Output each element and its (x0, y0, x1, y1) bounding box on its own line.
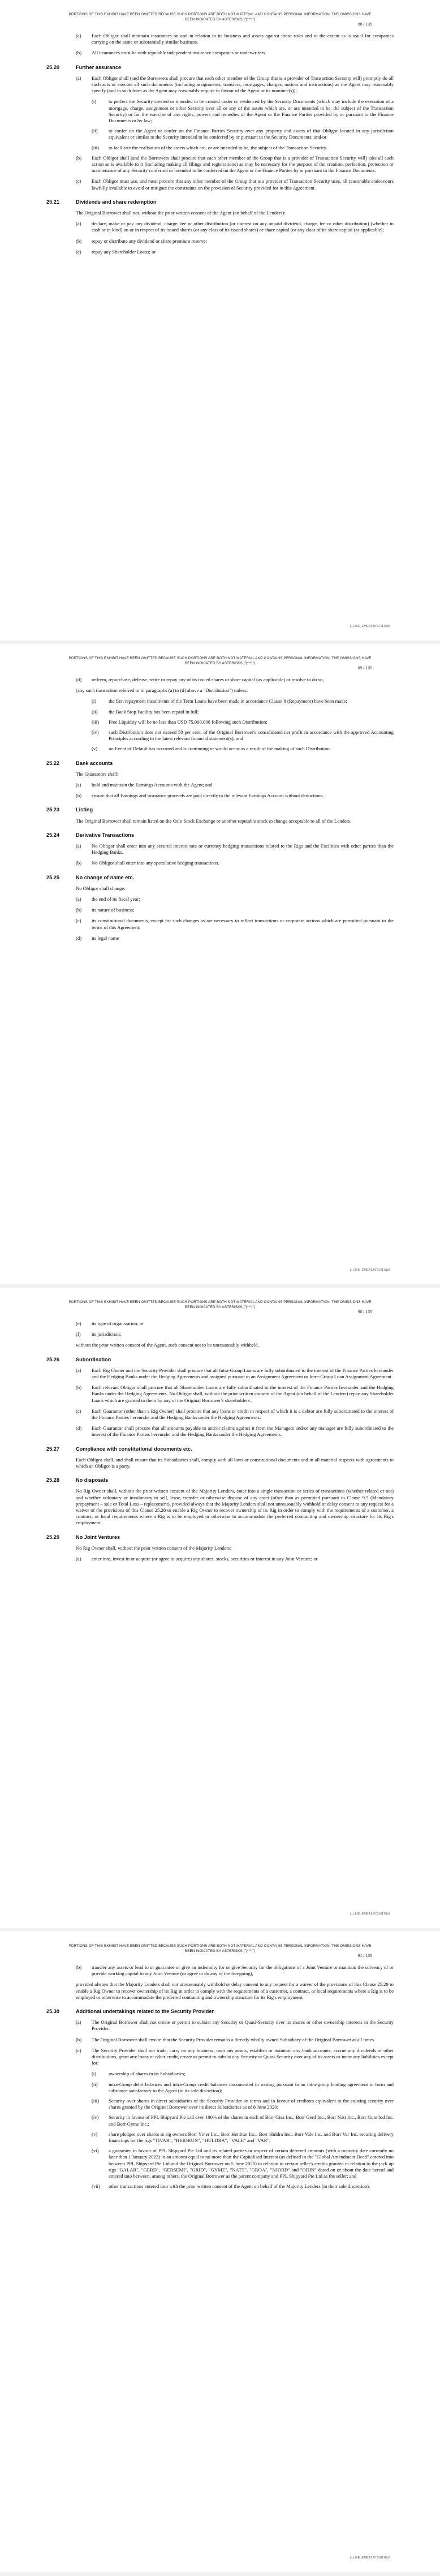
clause-marker: (e) (76, 1321, 81, 1326)
sub-clause-text: such Distribution does not exceed 50 per cent. of the Original Borrower's consolidated net profit in accordance with the approved Accounting Principles according to the latest relevant financial statement(s); and (109, 729, 394, 742)
document-page (0, 1932, 440, 2572)
clause-text: All insurances must be with reputable independent insurance companies or underwriters. (92, 50, 266, 56)
clause (76, 1425, 394, 1438)
clause-text: Each relevant Obligor shall procure that all Shareholder Loans are fully subordinated to the interest of the Finance Parties hereunder and the Hedging Banks under the Hedging Agreements. No Obligor shall, without the prior written consent of the Agent (on behalf of the Lenders) repay any Shareholder Loans which are granted to them by any of the Original Borrower's shareholders. (92, 1384, 394, 1403)
clause-text: its nature of business; (92, 907, 135, 913)
section-heading (46, 832, 394, 838)
clause-text: The Original Borrower shall ensure that the Security Provider remains a directly wholly owned Subsidiary of the Original Borrower at all times. (92, 2036, 376, 2042)
clause-marker: (b) (76, 793, 82, 799)
sub-clause (92, 2148, 394, 2179)
sub-clause-marker: (i) (92, 98, 97, 105)
clause-text: ensure that all Earnings and insurance proceeds are paid directly to the relevant Earnings Account without deductions. (92, 793, 324, 799)
clause-text: transfer any assets or lend to or guarantee or give an indemnity for or give Security for the obligations of a Joint Venture or maintain the solvency of or provide working capital to any Joint Venture (or agree to do any of the foregoing), (92, 1964, 394, 1977)
sub-clause-text: to perfect the Security created or intended to be created under or evidenced by the Security Documents (which may include the execution of a mortgage, charge, assignment or other Security over all or any of the assets which are, or are intended to be, the subject of the Transaction Security) or for the exercise of any rights, powers and remedies of the Agent or the Finance Parties provided by or pursuant to the Finance Documents or by law; (109, 98, 394, 124)
clause (76, 50, 394, 56)
sub-clause (92, 145, 394, 151)
clause (76, 221, 394, 233)
sub-clause-marker: (ii) (92, 2081, 98, 2087)
clause-text: its constitutional documents, except for such changes as are necessary to reflect transactions or corporate actions which are permitted pursuant to the terms of this Agreement; (92, 918, 394, 930)
sub-clause (92, 746, 394, 752)
clause (76, 155, 394, 174)
section-title: Further assurance (76, 64, 122, 70)
clause-marker: (b) (76, 1384, 82, 1391)
clause (76, 1331, 394, 1338)
document-reference-footer: L_LIVE_EMEA1:97914178v8 (350, 1268, 390, 1272)
sub-clause (92, 2183, 394, 2190)
paragraph: (any such transaction referred to in paragraphs (a) to (d) above a "Distribution") unless: (76, 687, 248, 694)
page-body (46, 1964, 394, 2194)
sub-clause-text: intra-Group debit balances and intra-Group credit balances documented in writing pursuant to an intra-group lending agreement in form and substance satisfactory to the Agent (in its sole discretion); (109, 2081, 394, 2093)
clause-marker: (a) (76, 782, 81, 788)
clause (76, 1367, 394, 1380)
clause-text: its legal name (92, 935, 119, 941)
section-number: 25.23 (46, 807, 59, 813)
clause (76, 1321, 394, 1327)
clause (76, 677, 394, 683)
clause-text: Each Obligor must use, and must procure that any other member of the Group that is a provider of Transaction Security uses, all reasonable endeavours lawfully available to avoid or mitigate the constraints on the provision of Security provided for in this Agreement. (92, 178, 394, 191)
paragraph: The Guarantors shall: (76, 771, 119, 777)
clause-text: hold and maintain the Earnings Accounts with the Agent; and (92, 782, 213, 788)
clause (76, 793, 394, 799)
clause-text: The Original Borrower shall not create or permit to subsist any Security or Quasi-Security over its shares or other ownership interests in the Security Provider. (92, 2019, 394, 2032)
paragraph: No Rig Owner shall, without the prior written consent of the Majority Lenders, enter into a single transaction or series of transactions (whether related or not) and whether voluntary or involuntary to sell, lease, transfer or otherwise dispose of any asset (other than as permitted pursuant to Clause 9.5 (Mandatory prepayment – sale or Total Loss – replacement), provided always that the Majority Lenders shall not unreasonably withhold or delay consent to any request for a waiver of the provisions of this Clause 25.28 to enable a Rig Owner to recover ownership of its Rig in order to comply with the requirements of a customer, a contract, or local requirements where a Rig is to be employed or otherwise to accommodate the preferred contracting and ownership structure for its Rig's employment. (76, 1488, 394, 1526)
section-number: 25.28 (46, 1477, 59, 1483)
clause (76, 2048, 394, 2067)
sub-clause-marker: (ii) (92, 708, 98, 715)
clause-text: Each Obligor shall (and the Borrowers shall procure that each other member of the Group that is a provider of Transaction Security will) take all such action as is available to it (including making all filings and registrations) as may be necessary for the purpose of the creation, perfection, protection or maintenance of any Security conferred or intended to be conferred on the Agent or the Finance Parties by or pursuant to the Finance Documents. (92, 154, 394, 174)
clause (76, 1964, 394, 1977)
clause (76, 935, 394, 941)
clause-marker: (c) (76, 1408, 81, 1414)
clause (76, 178, 394, 191)
clause-text: its type of organization; or (92, 1321, 144, 1326)
clause-marker: (c) (76, 178, 81, 184)
clause (76, 75, 394, 94)
clause-marker: (a) (76, 33, 81, 38)
sub-clause-marker: (iv) (92, 2114, 99, 2121)
section-number: 25.21 (46, 199, 59, 205)
section-number: 25.26 (46, 1356, 59, 1362)
clause (76, 860, 394, 866)
clause (76, 238, 394, 244)
paragraph: No Obligor shall change: (76, 885, 126, 891)
sub-clause (92, 2082, 394, 2094)
sub-clause (92, 709, 394, 715)
clause-marker: (d) (76, 935, 82, 941)
clause (76, 896, 394, 902)
document-page (0, 644, 440, 1284)
clause-marker: (a) (76, 843, 81, 849)
document-reference-footer: L_LIVE_EMEA1:97914178v8 (350, 1912, 390, 1916)
clause-text: repay any Shareholder Loans; or (92, 248, 156, 255)
clause (76, 918, 394, 930)
sub-clause-text: ownership of shares in its Subsidiaries; (109, 2071, 186, 2077)
sub-clause-marker: (v) (92, 2131, 98, 2137)
clause-text: No Obligor shall enter into any speculative hedging transactions. (92, 860, 219, 866)
section-title: Dividends and share redemption (76, 199, 157, 205)
section-title: Subordination (76, 1356, 111, 1362)
page-number: 88 / 135 (357, 23, 372, 27)
sub-clause-marker: (iii) (92, 2098, 100, 2104)
clause-marker: (a) (76, 75, 81, 81)
clause-text: declare, make or pay any dividend, charge, fee or other distribution (or interest on any unpaid dividend, charge, fee or other distribution) (whether in cash or in kind) on or in respect of its issued shares (or any class of its issued shares) or share capital (or any class of its share capital (as applicable); (92, 221, 394, 233)
clause-text: No Obligor shall enter into any secured interest rate or currency hedging transactions related to the Rigs and the Facilities with other parties than the Hedging Banks. (92, 843, 394, 855)
clause (76, 1556, 394, 1562)
section-title: Bank accounts (76, 760, 113, 766)
clause (76, 2037, 394, 2043)
sub-clause (92, 2114, 394, 2127)
section-number: 25.30 (46, 2009, 59, 2015)
section-number: 25.27 (46, 1446, 59, 1452)
clause-marker: (b) (76, 238, 82, 244)
clause (76, 1408, 394, 1421)
section-number: 25.20 (46, 64, 59, 70)
document-page (0, 0, 440, 640)
clause-marker: (a) (76, 221, 81, 227)
sub-clause-text: to facilitate the realisation of the assets which are, or are intended to be, the subject of the Transaction Security. (109, 144, 327, 150)
section-title: Listing (76, 807, 93, 813)
redaction-notice-header: PORTIONS OF THIS EXHIBIT HAVE BEEN OMITTED BECAUSE SUCH PORTIONS ARE BOTH NOT MATERIAL AND CONTAINS PERSONAL INFORMATION. THE OMISSIONS HAVE BEEN INDICATED BY ASTERISKS ("[***]") (68, 656, 372, 665)
clause-marker: (b) (76, 2036, 82, 2042)
page-body (46, 677, 394, 946)
section-title: No disposals (76, 1477, 109, 1483)
paragraph: Each Obligor shall, and shall ensure that its Subsidiaries shall, comply with all laws or constitutional documents and in all material respects with agreements to which an Obligor is a party. (76, 1456, 394, 1469)
clause-text: The Security Provider shall not trade, carry on any business, own any assets, establish or maintain any bank accounts, accrue any dividends or other distributions, grant any loans or other credit, create or permit to subsist any Security or Quasi-Security over any of its assets or incur any liabilities except for: (92, 2047, 394, 2066)
section-number: 25.24 (46, 832, 59, 838)
sub-clause-text: the first repayment instalments of the Term Loans have been made in accordance Clause 8 (Repayment) have been made; (109, 698, 347, 704)
paragraph: provided always that the Majority Lenders shall not unreasonably withhold or delay consent to any request for a waiver of the provisions of this Clause 25.29 to enable a Rig Owner to recover ownership of its Rig in order to comply with the requirements of a customer, a contract, or local requirements where a Rig is to be employed or otherwise to accommodate the preferred contracting and ownership structure for its Rig's employment. (76, 1981, 394, 2000)
paragraph: No Rig Owner shall, without the prior written consent of the Majority Lenders: (76, 1545, 232, 1551)
sub-clause (92, 2131, 394, 2144)
page-body (46, 33, 394, 260)
sub-clause-text: other transactions entered into with the prior written consent of the Agent on behalf of the Majority Lenders (in their sole discretion). (109, 2183, 370, 2190)
sub-clause-marker: (vi) (92, 2148, 99, 2154)
section-heading (46, 1357, 394, 1363)
clause-text: the end of its fiscal year; (92, 896, 140, 902)
paragraph: without the prior written consent of the Agent, such consent not to be unreasonably withheld. (76, 1342, 259, 1348)
section-heading (46, 1534, 394, 1541)
page-number: 90 / 135 (357, 1310, 372, 1314)
clause-text: Each Obligor shall (and the Borrowers shall procure that each other member of the Group that is a provider of Transaction Security will) promptly do all such acts or execute all such documents (including assignments, transfers, mortgages, charges, notices and instructions) as the Agent may reasonably specify (and in such form as the Agent may reasonably require in favour of the Agent or its nominee(s)): (92, 75, 394, 94)
section-number: 25.29 (46, 1534, 59, 1540)
sub-clause-text: Security in favour of PPL Shipyard Pte Ltd over 100% of the shares in each of Borr Gisa Inc., Borr Gerd Inc., Borr Natt Inc., Borr Gunnlod Inc. and Borr Gyme Inc.; (109, 2114, 394, 2127)
section-title: Compliance with constitutional documents etc. (76, 1446, 192, 1452)
sub-clause (92, 719, 394, 725)
clause-marker: (d) (76, 677, 82, 682)
clause-text: Each Obligor shall maintain insurances on and in relation to its business and assets against those risks and to the extent as is usual for companies carrying on the same or substantially similar business. (92, 33, 394, 45)
sub-clause (92, 698, 394, 704)
clause-marker: (a) (76, 1556, 81, 1562)
clause-text: repay or distribute any dividend or share premium reserve; (92, 238, 208, 244)
page-number: 91 / 135 (357, 1954, 372, 1958)
section-heading (46, 875, 394, 881)
section-number: 25.25 (46, 874, 59, 880)
redaction-notice-header: PORTIONS OF THIS EXHIBIT HAVE BEEN OMITTED BECAUSE SUCH PORTIONS ARE BOTH NOT MATERIAL AND CONTAINS PERSONAL INFORMATION. THE OMISSIONS HAVE BEEN INDICATED BY ASTERISKS ("[***]") (68, 12, 372, 21)
redaction-notice-header: PORTIONS OF THIS EXHIBIT HAVE BEEN OMITTED BECAUSE SUCH PORTIONS ARE BOTH NOT MATERIAL AND CONTAINS PERSONAL INFORMATION. THE OMISSIONS HAVE BEEN INDICATED BY ASTERISKS ("[***]") (68, 1300, 372, 1309)
section-title: Derivative Transactions (76, 832, 135, 838)
clause-marker: (c) (76, 248, 81, 255)
section-title: No Joint Ventures (76, 1534, 120, 1540)
section-heading (46, 1446, 394, 1452)
sub-clause-marker: (iv) (92, 729, 99, 736)
sub-clause-marker: (i) (92, 698, 97, 704)
clause-text: Each Guarantor (other than a Rig Owner) shall procure that any loans or credit in respect of which it is a debtor are fully subordinated to the interest of the Finance Parties hereunder and the Hedging Banks under the Hedging Agreements. (92, 1408, 394, 1421)
sub-clause-text: share pledges over shares in rig owners Borr Ymer Inc., Borr Heidrun Inc., Borr Huldra Inc., Borr Vale Inc. and Borr Var Inc. securing delivery financings for the rigs "TIVAR", "HEIDRUN", "HULDRA", "VALE" and "VAR"; (109, 2131, 394, 2144)
sub-clause-text: Free Liquidity will be no less than USD 75,000,000 following such Distribution; (109, 719, 268, 725)
document-reference-footer: L_LIVE_EMEA1:97914178v8 (350, 2556, 390, 2560)
sub-clause (92, 98, 394, 124)
sub-clause-text: the Back Stop Facility has been repaid in full; (109, 708, 199, 715)
section-title: Additional undertakings related to the Security Provider (76, 2009, 214, 2015)
page-body (46, 1321, 394, 1567)
sub-clause (92, 128, 394, 140)
redaction-notice-header: PORTIONS OF THIS EXHIBIT HAVE BEEN OMITTED BECAUSE SUCH PORTIONS ARE BOTH NOT MATERIAL AND CONTAINS PERSONAL INFORMATION. THE OMISSIONS HAVE BEEN INDICATED BY ASTERISKS ("[***]") (68, 1944, 372, 1953)
clause-text: Each Rig Owner and the Security Provider shall procure that all Intra-Group Loans are fully subordinated to the interest of the Finance Parties hereunder and the Hedging Banks under the Hedging Agreements and assigned pursuant to an Assignment Agreement or Intra-Group Loan Assignment Agreement. (92, 1367, 394, 1380)
sub-clause (92, 2098, 394, 2110)
clause-marker: (b) (76, 1964, 82, 1970)
clause (76, 249, 394, 255)
page-number: 89 / 135 (357, 666, 372, 670)
clause (76, 782, 394, 788)
sub-clause (92, 2071, 394, 2077)
section-heading (46, 199, 394, 205)
clause-text: redeem, repurchase, defease, retire or repay any of its issued shares or share capital (as applicable) or resolve to do so, (92, 677, 324, 682)
section-heading (46, 1477, 394, 1483)
section-title: No change of name etc. (76, 874, 135, 880)
paragraph: The Original Borrower shall remain listed on the Oslo Stock Exchange or another reputable stock exchange acceptable to all of the Lenders. (76, 818, 352, 824)
clause-marker: (b) (76, 907, 82, 913)
clause-marker: (a) (76, 896, 81, 902)
clause-text: its jurisdiction; (92, 1331, 122, 1338)
clause-marker: (b) (76, 860, 82, 866)
clause-text: Each Guarantor shall procure that all amounts payable to and/or claims against it from the Managers and/or any manager are fully subordinated to the interest of the Finance Parties hereunder and the Hedging Banks under the Hedging Agreements. (92, 1425, 394, 1438)
clause-marker: (c) (76, 918, 81, 924)
clause-marker: (a) (76, 2019, 81, 2025)
clause-marker: (c) (76, 2047, 81, 2053)
clause (76, 33, 394, 45)
section-heading (46, 2009, 394, 2015)
clause (76, 843, 394, 855)
sub-clause-marker: (vii) (92, 2183, 100, 2190)
sub-clause-text: Security over shares in direct subsidiaries of the Security Provider on terms and in favour of creditors equivalent to the existing security over shares granted by the Original Borrower over its direct Subsidiaries as of 8 June 2020; (109, 2098, 394, 2110)
clause-marker: (b) (76, 154, 82, 161)
clause-marker: (f) (76, 1331, 81, 1338)
clause (76, 2019, 394, 2032)
paragraph: The Original Borrower shall not, without the prior written consent of the Agent (on behalf of the Lenders): (76, 210, 286, 216)
sub-clause-text: to confer on the Agent or confer on the Finance Parties Security over any property and assets of that Obligor located in any jurisdiction equivalent or similar to the Security intended to be conferred by or pursuant to the Security Documents; and/or (109, 128, 394, 140)
section-heading (46, 760, 394, 767)
document-reference-footer: L_LIVE_EMEA1:97914178v8 (350, 625, 390, 628)
section-heading (46, 64, 394, 71)
clause-text: enter into, invest in or acquire (or agree to acquire) any shares, stocks, securities or interest in any Joint Venture; or (92, 1556, 318, 1562)
sub-clause-marker: (i) (92, 2071, 97, 2077)
sub-clause-marker: (iii) (92, 719, 100, 725)
sub-clause-marker: (v) (92, 746, 98, 752)
sub-clause (92, 729, 394, 742)
sub-clause-text: a guarantee in favour of PPL Shipyard Pte Ltd and its related parties in respect of certain deferred amounts (with a maturity date currently no later than 1 January 2022) in an amount equal to no more than the Capitalised Interest (as defined in the "Global Amendment Deed" entered into between PPL Shipyard Pte Ltd and the Original Borrower on 5 June 2020) in relation to certain seller's credits granted in relation to the jack up rigs "GALAR", "GERD", "GERSEMI", "GRID", "GYME", "NATT", "GROA", "NJORD" and "ODIN" dated on or about the date hereof and entered into between, among others, the Original Borrower as the parent company and PPL Shipyard Pte Ltd as the seller; and (109, 2148, 394, 2179)
sub-clause-marker: (ii) (92, 128, 98, 134)
clause (76, 907, 394, 913)
clause-marker: (b) (76, 50, 82, 56)
section-heading (46, 807, 394, 813)
clause-marker: (a) (76, 1367, 81, 1373)
document-page (0, 1288, 440, 1928)
clause-marker: (d) (76, 1425, 82, 1431)
clause (76, 1384, 394, 1404)
section-number: 25.22 (46, 760, 59, 766)
sub-clause-marker: (iii) (92, 144, 100, 150)
sub-clause-text: no Event of Default has occurred and is continuing or would occur as a result of the making of such Distribution. (109, 746, 331, 752)
